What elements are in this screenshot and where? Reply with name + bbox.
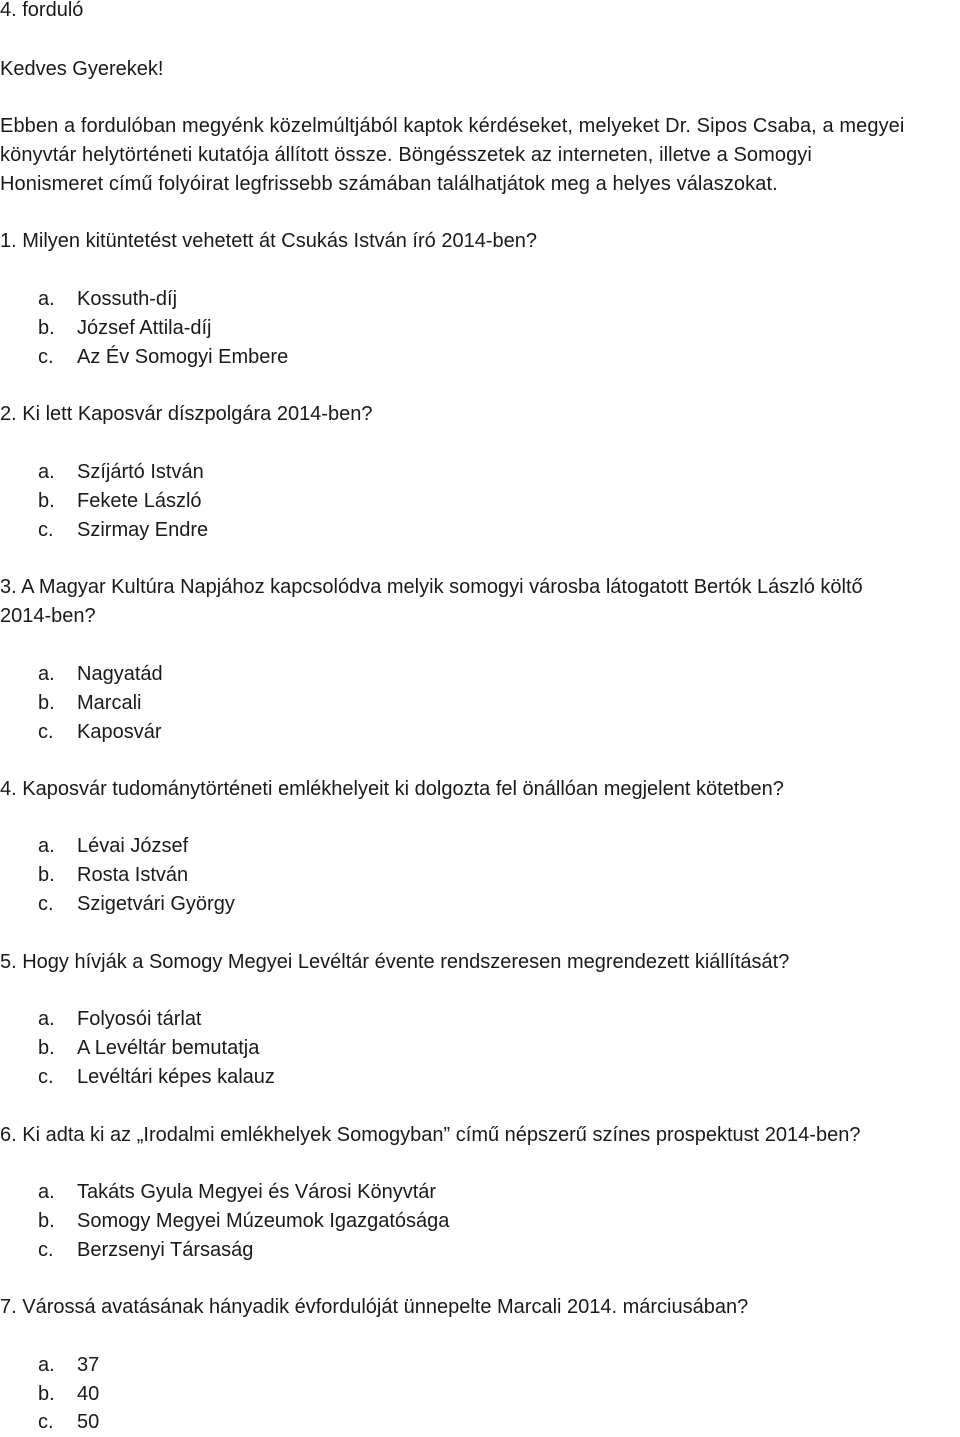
option-letter: a. xyxy=(38,835,55,857)
option-text: 50 xyxy=(77,1411,100,1433)
greeting: Kedves Gyerekek! xyxy=(0,58,164,80)
round-heading: 4. forduló xyxy=(0,0,84,21)
option-letter: c. xyxy=(38,346,54,368)
option-letter: c. xyxy=(38,519,54,541)
option-text: Szigetvári György xyxy=(77,893,235,915)
question-2-title: 2. Ki lett Kaposvár díszpolgára 2014-ben? xyxy=(0,403,373,425)
option-text: Marcali xyxy=(77,692,142,714)
option-text: 40 xyxy=(77,1383,100,1405)
option-text: Lévai József xyxy=(77,835,189,857)
option-text: Szíjártó István xyxy=(77,461,204,483)
option-text: A Levéltár bemutatja xyxy=(77,1037,260,1059)
option-text: Levéltári képes kalauz xyxy=(77,1066,275,1088)
option-text: Takáts Gyula Megyei és Városi Könyvtár xyxy=(77,1181,437,1203)
intro-line-2: könyvtár helytörténeti kutatója állított össze. Böngésszetek az interneten, illetve a Somogyi xyxy=(0,144,812,166)
option-text: Nagyatád xyxy=(77,663,163,685)
option-text: 37 xyxy=(77,1354,100,1376)
option-letter: c. xyxy=(38,1411,54,1433)
option-text: Rosta István xyxy=(77,864,189,886)
intro-line-3: Honismeret című folyóirat legfrissebb számában találhatjátok meg a helyes válaszokat. xyxy=(0,173,778,195)
option-letter: c. xyxy=(38,1066,54,1088)
option-letter: b. xyxy=(38,1383,55,1405)
option-text: Az Év Somogyi Embere xyxy=(77,346,289,368)
option-letter: c. xyxy=(38,893,54,915)
option-letter: a. xyxy=(38,1354,55,1376)
option-letter: a. xyxy=(38,288,55,310)
option-letter: a. xyxy=(38,1181,55,1203)
option-text: Fekete László xyxy=(77,490,202,512)
option-letter: c. xyxy=(38,721,54,743)
option-letter: b. xyxy=(38,317,55,339)
option-text: Berzsenyi Társaság xyxy=(77,1239,254,1261)
option-text: Kaposvár xyxy=(77,721,162,743)
option-text: Folyosói tárlat xyxy=(77,1008,202,1030)
option-letter: b. xyxy=(38,490,55,512)
question-3-title-line-2: 2014-ben? xyxy=(0,605,96,627)
option-text: Somogy Megyei Múzeumok Igazgatósága xyxy=(77,1210,450,1232)
option-letter: a. xyxy=(38,1008,55,1030)
option-letter: a. xyxy=(38,461,55,483)
option-letter: b. xyxy=(38,692,55,714)
option-letter: b. xyxy=(38,1037,55,1059)
option-text: József Attila-díj xyxy=(77,317,212,339)
question-7-title: 7. Várossá avatásának hányadik évfordulóját ünnepelte Marcali 2014. márciusában? xyxy=(0,1296,749,1318)
question-5-title: 5. Hogy hívják a Somogy Megyei Levéltár évente rendszeresen megrendezett kiállítását? xyxy=(0,951,790,973)
option-letter: c. xyxy=(38,1239,54,1261)
option-letter: b. xyxy=(38,1210,55,1232)
question-6-title: 6. Ki adta ki az „Irodalmi emlékhelyek Somogyban” című népszerű színes prospektust 2014-ben? xyxy=(0,1124,861,1146)
option-text: Kossuth-díj xyxy=(77,288,178,310)
intro-line-1: Ebben a fordulóban megyénk közelmúltjából kaptok kérdéseket, melyeket Dr. Sipos Csaba, a megyei xyxy=(0,115,905,137)
option-letter: a. xyxy=(38,663,55,685)
question-1-title: 1. Milyen kitüntetést vehetett át Csukás István író 2014-ben? xyxy=(0,230,537,252)
option-text: Szirmay Endre xyxy=(77,519,209,541)
question-4-title: 4. Kaposvár tudománytörténeti emlékhelyeit ki dolgozta fel önállóan megjelent kötetben? xyxy=(0,778,784,800)
question-3-title: 3. A Magyar Kultúra Napjához kapcsolódva melyik somogyi városba látogatott Bertók László költő xyxy=(0,576,863,598)
option-letter: b. xyxy=(38,864,55,886)
